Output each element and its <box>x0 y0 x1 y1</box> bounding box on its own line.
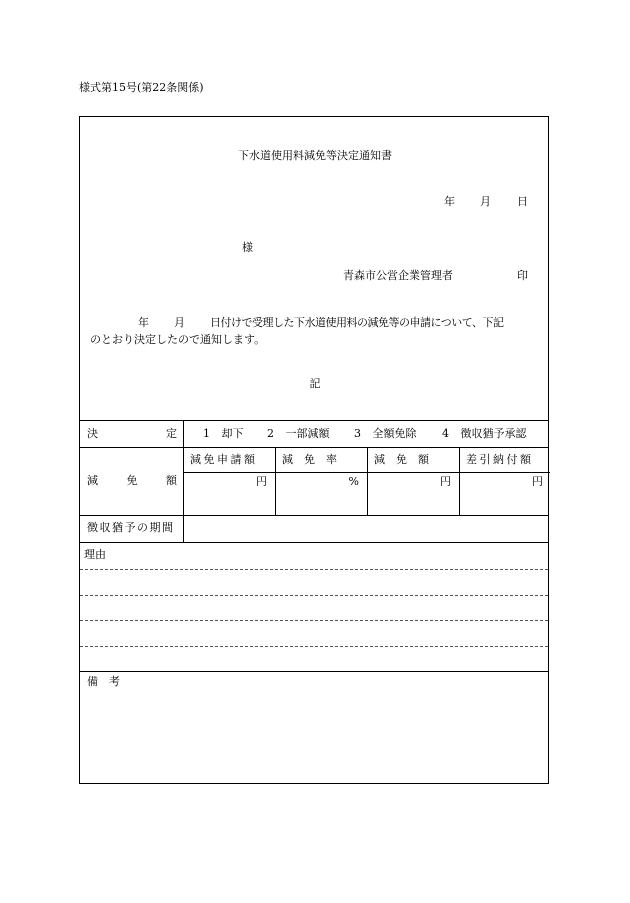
seal-mark: 印 <box>517 269 528 282</box>
decision-option-text: 全額免除 <box>372 427 417 440</box>
document-title: 下水道使用料減免等決定通知書 <box>238 149 392 162</box>
divider <box>80 420 548 421</box>
date-year: 年 <box>444 195 455 208</box>
reduction-header-rate: 減 免 率 <box>282 453 337 466</box>
reason-ruled-line <box>80 595 548 596</box>
divider <box>80 515 548 516</box>
decision-option-1 <box>203 427 244 440</box>
body-year: 年 <box>138 316 149 329</box>
date-day: 日 <box>517 195 528 208</box>
remarks-label: 備 考 <box>87 675 120 688</box>
decision-label <box>87 427 177 440</box>
decision-option-number: 3 <box>354 427 361 440</box>
reason-label: 理由 <box>84 548 106 561</box>
reduction-header-net-payment: 差引納付額 <box>466 453 534 466</box>
reduction-header-amount: 減 免 額 <box>374 453 429 466</box>
decision-option-number: 2 <box>267 427 274 440</box>
decision-option-text: 一部減額 <box>285 427 330 440</box>
reason-ruled-line <box>80 646 548 647</box>
divider <box>80 671 548 672</box>
form-number: 様式第15号(第22条関係) <box>79 81 204 94</box>
notice-form-frame <box>79 116 549 784</box>
decision-option-text: 徴収猶予承認 <box>460 427 527 440</box>
body-line-2: のとおり決定したので通知します。 <box>90 333 266 346</box>
body-month: 月 <box>174 316 185 329</box>
date-month: 月 <box>480 195 491 208</box>
reduction-label <box>87 474 177 487</box>
divider <box>80 542 548 543</box>
body-line-1: 日付けで受理した下水道使用料の減免等の申請について、下記 <box>210 316 504 329</box>
issuer-name: 青森市公営企業管理者 <box>343 269 453 282</box>
decision-option-2 <box>267 427 330 440</box>
decision-option-4 <box>442 427 527 440</box>
deferral-period-label: 徴収猶予の期間 <box>87 521 175 534</box>
reduction-header-application-amount: 減免申請額 <box>190 453 258 466</box>
reduction-unit-yen: 円 <box>256 475 267 488</box>
reduction-label-char: 免 <box>126 474 138 487</box>
decision-label-end: 定 <box>166 427 177 440</box>
decision-option-text: 却下 <box>221 427 244 440</box>
reason-ruled-line <box>80 620 548 621</box>
decision-option-number: 1 <box>203 427 210 440</box>
reduction-label-char: 額 <box>166 474 177 487</box>
reduction-unit-yen: 円 <box>532 475 543 488</box>
decision-label-start: 決 <box>87 427 98 440</box>
ki-heading: 記 <box>309 377 321 390</box>
reduction-label-char: 減 <box>87 474 98 487</box>
addressee-suffix: 様 <box>242 241 253 254</box>
decision-option-3 <box>354 427 417 440</box>
reason-ruled-line <box>80 569 548 570</box>
decision-option-number: 4 <box>442 427 449 440</box>
divider <box>80 447 548 448</box>
reduction-unit-percent: % <box>348 475 359 488</box>
reduction-unit-yen: 円 <box>440 475 451 488</box>
